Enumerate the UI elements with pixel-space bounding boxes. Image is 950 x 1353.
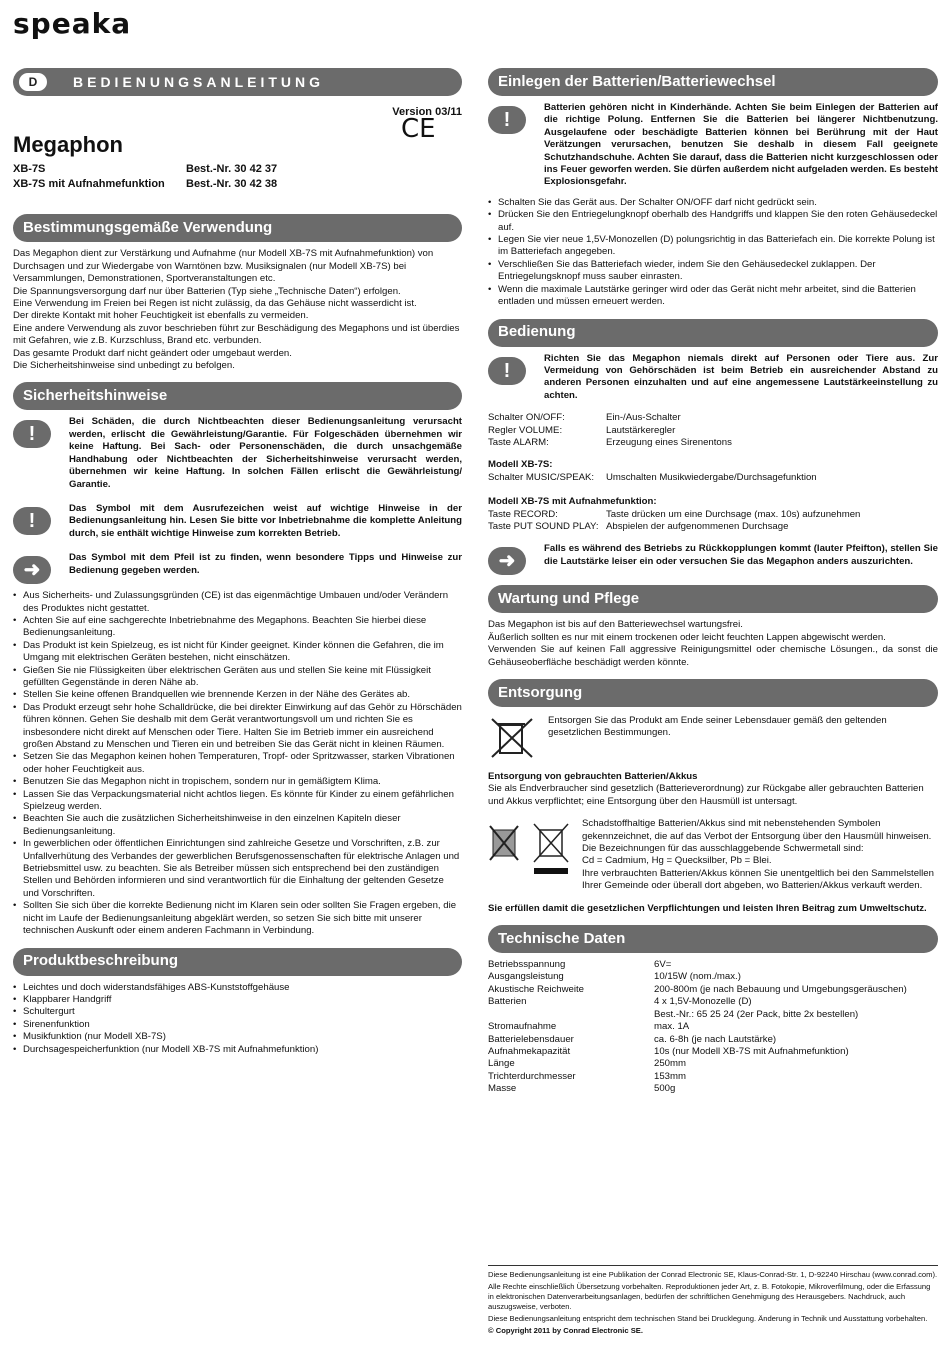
section-description-header: Produktbeschreibung bbox=[13, 948, 462, 976]
section-safety-header: Sicherheitshinweise bbox=[13, 382, 462, 410]
manual-title-band bbox=[13, 68, 462, 96]
safety-warning-2: ! Das Symbol mit dem Ausrufezeichen weist auf wichtige Hinweise in der Bedienungsanleitung hin. Lesen Sie bitte vor Inbetriebnahme die komplette Anleitung durch, sie enthält wichtige Hinweise zum korrekten Betrieb. bbox=[13, 503, 462, 540]
safety-tip: ➜ Das Symbol mit dem Pfeil ist zu finden, wenn besondere Tipps und Hinweise zur Bedienung gegeben werden. bbox=[13, 552, 462, 584]
safety-list bbox=[13, 590, 462, 937]
exclamation-icon: ! bbox=[13, 420, 51, 448]
list-item: • Das Produkt ist kein Spielzeug, es ist nicht für Kinder geeignet. Kinder können die Gefahren, die im Umgang mit elektrischen Geräten bestehen, nicht einschätzen. bbox=[13, 640, 462, 665]
list-item: • Das Produkt erzeugt sehr hohe Schalldrücke, die bei direkter Einwirkung auf das Gehör zu Hörschäden führen können. Gehen Sie deshalb mit dem Gerät verantwortungsvoll um und richten Sie es insbesondere nicht direkt auf Menschen oder Tiere. Halten Sie im Betrieb immer ein ausreichend großen Abstand zu Menschen und Tieren ein und betreiben Sie das Gerät nicht in kleinen Räumen. bbox=[13, 702, 462, 752]
care-text: Das Megaphon ist bis auf den Batteriewechsel wartungsfrei. Äußerlich sollten es nur mit einem trockenen oder leicht feuchten Lappen abgewischt werden. Verwenden Sie auf keinen Fall aggressive Reinigungsmittel oder chemische Lösungen., da sonst die Gehäuseoberfläche beschädigt werden könnte. bbox=[488, 619, 938, 668]
list-item: • Sirenenfunktion bbox=[13, 1019, 462, 1031]
left-column bbox=[13, 68, 462, 1056]
table-row: Taste PUT SOUND PLAY: Abspielen der aufgenommenen Durchsage bbox=[488, 520, 789, 532]
table-row: Schalter ON/OFF: Ein-/Aus-Schalter bbox=[488, 412, 681, 424]
disposal-closing: Sie erfüllen damit die gesetzlichen Verpflichtungen und leisten Ihren Beitrag zum Umweltschutz. bbox=[488, 902, 927, 914]
list-item: • Musikfunktion (nur Modell XB-7S) bbox=[13, 1031, 462, 1043]
section-usage-header: Bestimmungsgemäße Verwendung bbox=[13, 214, 462, 242]
section-disposal-header: Entsorgung bbox=[488, 679, 938, 707]
battery-disposal-heading: Entsorgung von gebrauchten Batterien/Akkus bbox=[488, 771, 698, 782]
exclamation-icon: ! bbox=[13, 507, 51, 535]
table-row: Ausgangsleistung 10/15W (nom./max.) bbox=[488, 971, 741, 983]
disposal-block bbox=[488, 715, 938, 761]
list-item: • Beachten Sie auch die zusätzlichen Sicherheitshinweise in den einzelnen Kapiteln dieser Bedienungsanleitung. bbox=[13, 813, 462, 838]
list-item: • Benutzen Sie das Megaphon nicht in tropischem, sondern nur in gemäßigtem Klima. bbox=[13, 776, 462, 788]
table-row: Betriebsspannung 6V= bbox=[488, 959, 672, 971]
description-list bbox=[13, 982, 462, 1056]
hazard-text: Schadstoffhaltige Batterien/Akkus sind mit nebenstehenden Symbolen gekennzeichnet, die auf das Verbot der Entsorgung über den Hausmüll hinweisen. Die Bezeichnungen für das ausschlaggebende Schwermetall sind: Cd = Cadmium, Hg = Quecksilber, Pb = Blei. Ihre verbrauchten Batterien/Akkus können Sie unentgeltlich bei den Sammelstellen Ihrer Gemeinde oder überall dort abgeben, wo Batterien/Akkus verkauft werden. bbox=[582, 818, 934, 892]
section-batteries-header: Einlegen der Batterien/Batteriewechsel bbox=[488, 68, 938, 96]
table-row: Akustische Reichweite 200-800m (je nach Bebauung und Umgebungsgeräuschen) bbox=[488, 983, 907, 995]
table-row: Batterielebensdauer ca. 6-8h (je nach Lautstärke) bbox=[488, 1033, 777, 1045]
usage-text: Das Megaphon dient zur Verstärkung und Aufnahme (nur Modell XB-7S mit Aufnahmefunktion) von Durchsagen und zur Wiedergabe von Warntönen bzw. Musiksignalen (nur Modell XB-7S) bei Versammlungen, Demonstrationen, Sportveranstaltungen etc. Die Spannungsversorgung darf nur über Batterien (Typ siehe „Technische Daten“) erfolgen. Eine Verwendung im Freien bei Regen ist nicht zulässig, da das Gehäuse nicht wasserdicht ist. Der direkte Kontakt mit hoher Feuchtigkeit ist ebenfalls zu vermeiden. Eine andere Verwendung als zuvor beschrieben führt zur Beschädigung des Megaphons und ist überdies mit Gefahren, wie z.B. Kurzschluss, Brand etc. verbunden. Das gesamte Produkt darf nicht geändert oder umgebaut werden. Die Sicherheitshinweise sind unbedingt zu befolgen. bbox=[13, 248, 460, 372]
list-item: • Gießen Sie nie Flüssigkeiten über elektrischen Geräten aus und stellen Sie keine mit Flüssigkeit gefüllten Gegenstände in deren Nähe ab. bbox=[13, 665, 462, 690]
list-item: • Setzen Sie das Megaphon keinen hohen Temperaturen, Tropf- oder Spritzwasser, starken Vibrationen oder hoher Feuchtigkeit aus. bbox=[13, 751, 462, 776]
operation-warning: ! Richten Sie das Megaphon niemals direkt auf Personen oder Tiere aus. Zur Vermeidung von Gehörschäden ist beim Betrieb ein ausreichender Abstand zu anderen Personen einzuhalten und auf eine angemessene Lautstärkeeinstellung zu achten. bbox=[488, 353, 938, 403]
section-operation-header: Bedienung bbox=[488, 319, 938, 347]
table-row: Best.-Nr.: 65 25 24 (2er Pack, bitte 2x bestellen) bbox=[654, 1008, 859, 1020]
language-badge: D bbox=[19, 73, 47, 91]
brand-logo: speaka bbox=[13, 7, 132, 40]
list-item: • Schalten Sie das Gerät aus. Der Schalter ON/OFF darf nicht gedrückt sein. bbox=[488, 197, 938, 209]
list-item: • Lassen Sie das Verpackungsmaterial nicht achtlos liegen. Es könnte für Kinder zu einem gefährlichen Spielzeug werden. bbox=[13, 789, 462, 814]
model2-heading: Modell XB-7S mit Aufnahmefunktion: bbox=[488, 496, 657, 508]
battery-warning: ! Batterien gehören nicht in Kinderhände. Achten Sie beim Einlegen der Batterien auf die richtige Polung. Entfernen Sie die Batterien bei längerer Nichtbenutzung. Ausgelaufene oder beschädigte Batterien können bei Berührung mit der Haut Verätzungen verursachen, benutzen Sie deshalb in diesem Fall geeignete Schutzhandschuhe. Achten Sie darauf, dass die Batterien nicht kurzgeschlossen oder ins Feuer geworfen werden. Sie dürfen außerdem nicht aufgeladen werden. Es besteht Explosionsgefahr. bbox=[488, 102, 938, 189]
list-item: • Legen Sie vier neue 1,5V-Monozellen (D) polungsrichtig in das Batteriefach ein. Die korrekte Polung ist im Batteriefach angegeben. bbox=[488, 234, 938, 259]
manual-title: BEDIENUNGSANLEITUNG bbox=[73, 73, 325, 90]
table-row: Stromaufnahme max. 1A bbox=[488, 1021, 690, 1033]
list-item: • Durchsagespeicherfunktion (nur Modell XB-7S mit Aufnahmefunktion) bbox=[13, 1044, 462, 1056]
table-row: Masse 500g bbox=[488, 1083, 676, 1095]
table-row: Taste RECORD: Taste drücken um eine Durchsage (max. 10s) aufzunehmen bbox=[488, 508, 861, 520]
section-tech-header: Technische Daten bbox=[488, 925, 938, 953]
battery-bin-icons bbox=[488, 818, 578, 878]
exclamation-icon: ! bbox=[488, 106, 526, 134]
table-row: Länge 250mm bbox=[488, 1058, 686, 1070]
arrow-right-icon: ➜ bbox=[13, 556, 51, 584]
table-row: Batterien 4 x 1,5V-Monozelle (D) bbox=[488, 996, 752, 1008]
list-item: • Sollten Sie sich über die korrekte Bedienung nicht im Klaren sein oder sollten Sie Fragen ergeben, die nicht im Laufe der Bedienungsanleitung abgeklärt werden, so setzen Sie sich bitte mit unserer technischen Auskunft oder einem anderen Fachmann in Verbindung. bbox=[13, 900, 462, 937]
right-column bbox=[488, 68, 938, 1096]
footer-imprint: Diese Bedienungsanleitung ist eine Publikation der Conrad Electronic SE, Klaus-Conrad-Str. 1, D-92240 Hirschau (www.conrad.com). Alle Rechte einschließlich Übersetzung vorbehalten. Reproduktionen jeder Art, z. B. Fotokopie, Mikroverfilmung, oder die Erfassung in elektronischen Datenverarbeitungsanlagen, bedürfen der schriftlichen Genehmigung des Herausgebers. Nachdruck, auch auszugsweise, verboten. Diese Bedienungsanleitung entspricht dem technischen Stand bei Drucklegung. Änderung in Technik und Ausstattung vorbehalten. © Copyright 2011 by Conrad Electronic SE. bbox=[488, 1265, 938, 1338]
list-item: • In gewerblichen oder öffentlichen Einrichtungen sind zahlreiche Gesetze und Vorschriften, z.B. zur Unfallverhütung des Verbandes der gewerblichen Berufsgenossenschaften für elektrische Anlagen und Betriebsmittel usw. zu beachten. Sie als Betreiber müssen sich entsprechend bei den zuständigen Stellen und Behörden informieren und sind verantwortlich für die Einhaltung der geltenden Gesetze und Vorschriften. bbox=[13, 838, 462, 900]
table-row: Aufnahmekapazität 10s (nur Modell XB-7S mit Aufnahmefunktion) bbox=[488, 1045, 849, 1057]
table-row: Trichterdurchmesser 153mm bbox=[488, 1070, 686, 1082]
product-name: Megaphon bbox=[13, 132, 123, 158]
battery-disposal-text: Sie als Endverbraucher sind gesetzlich (Batterieverordnung) zur Rückgabe aller gebrauchten Batterien und Akkus verpflichtet; eine Entsorgung über den Hausmüll ist untersagt. bbox=[488, 783, 924, 807]
table-row: Regler VOLUME: Lautstärkeregler bbox=[488, 424, 676, 436]
battery-steps-list bbox=[488, 197, 938, 309]
model-row: XB-7S Best.-Nr. 30 42 37 bbox=[13, 163, 278, 176]
crossed-bin-icon bbox=[488, 715, 538, 761]
list-item: • Stellen Sie keine offenen Brandquellen wie brennende Kerzen in der Nähe des Gerätes ab. bbox=[13, 689, 462, 701]
model-list bbox=[13, 162, 462, 192]
list-item: • Aus Sicherheits- und Zulassungsgründen (CE) ist das eigenmächtige Umbauen und/oder Verändern des Produktes nicht gestattet. bbox=[13, 590, 462, 615]
table-row: Schalter MUSIC/SPEAK: Umschalten Musikwiedergabe/Durchsagefunktion bbox=[488, 471, 817, 483]
tech-table bbox=[488, 959, 938, 1095]
disposal-text: Entsorgen Sie das Produkt am Ende seiner Lebensdauer gemäß den geltenden gesetzlichen Bestimmungen. bbox=[548, 715, 887, 739]
section-care-header: Wartung und Pflege bbox=[488, 585, 938, 613]
arrow-right-icon: ➜ bbox=[488, 547, 526, 575]
model-row: XB-7S mit Aufnahmefunktion Best.-Nr. 30 42 38 bbox=[13, 178, 278, 191]
list-item: • Wenn die maximale Lautstärke geringer wird oder das Gerät nicht mehr arbeitet, sind die Batterien entladen und müssen erneuert werden. bbox=[488, 284, 938, 309]
list-item: • Klappbarer Handgriff bbox=[13, 994, 462, 1006]
hazard-block bbox=[488, 818, 938, 892]
list-item: • Leichtes und doch widerstandsfähiges ABS-Kunststoffgehäuse bbox=[13, 982, 462, 994]
list-item: • Drücken Sie den Entriegelungknopf oberhalb des Handgriffs und klappen Sie den roten Gehäusedeckel auf. bbox=[488, 209, 938, 234]
safety-warning-1: ! Bei Schäden, die durch Nichtbeachten dieser Bedienungsanleitung verursacht werden, erlischt die Gewährleistung/Garantie. Für Folgeschäden übernehmen wir keine Haftung. Bei Sach- oder Personenschäden, die durch unsachgemäße Handhabung oder Nichtbeachten der Sicherheitshinweise verursacht werden, übernehmen wir keine Haftung. In solchen Fällen erlischt die Gewährleistung/ Garantie. bbox=[13, 416, 462, 490]
model1-heading: Modell XB-7S: bbox=[488, 459, 553, 471]
table-row: Taste ALARM: Erzeugung eines Sirenentons bbox=[488, 436, 732, 448]
controls-table bbox=[488, 412, 938, 449]
list-item: • Verschließen Sie das Batteriefach wieder, indem Sie den Gehäusedeckel zuklappen. Der Entriegelungsknopf muss sauber einrasten. bbox=[488, 259, 938, 284]
list-item: • Schultergurt bbox=[13, 1006, 462, 1018]
operation-tip: ➜ Falls es während des Betriebs zu Rückkopplungen kommt (lauter Pfeifton), stellen Sie die Lautstärke leiser ein oder versuchen Sie das Megaphon anders auszurichten. bbox=[488, 543, 938, 575]
version-label: Version 03/11 bbox=[392, 106, 462, 118]
list-item: • Achten Sie auf eine sachgerechte Inbetriebnahme des Megaphons. Beachten Sie hierbei diese Bedienungsanleitung. bbox=[13, 615, 462, 640]
ce-mark: CE bbox=[401, 114, 436, 144]
exclamation-icon: ! bbox=[488, 357, 526, 385]
